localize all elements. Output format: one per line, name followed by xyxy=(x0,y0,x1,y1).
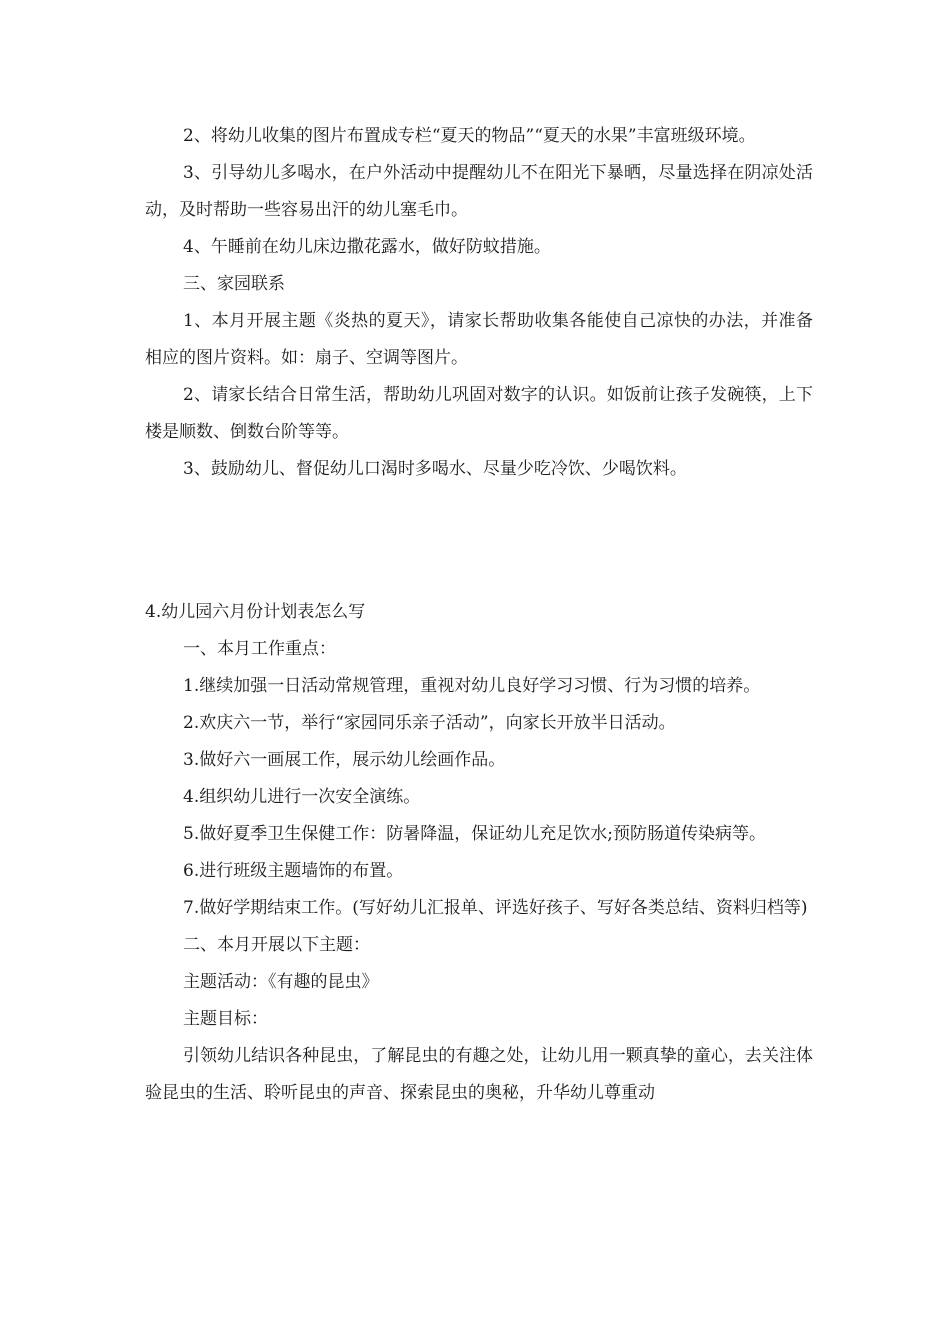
list-item: 2.欢庆六一节，举行“家园同乐亲子活动”，向家长开放半日活动。 xyxy=(183,713,676,733)
list-item: 6.进行班级主题墙饰的布置。 xyxy=(183,861,404,881)
paragraph: 4、午睡前在幼儿床边撒花露水，做好防蚊措施。 xyxy=(183,237,551,257)
section-top xyxy=(145,118,813,488)
list-item: 5.做好夏季卫生保健工作：防暑降温，保证幼儿充足饮水;预防肠道传染病等。 xyxy=(183,824,766,844)
section-heading: 一、本月工作重点： xyxy=(183,639,336,659)
section-heading: 二、本月开展以下主题： xyxy=(183,935,370,955)
list-item: 4.组织幼儿进行一次安全演练。 xyxy=(183,787,421,807)
theme-goal-label: 主题目标： xyxy=(183,1009,268,1029)
paragraph: 1、本月开展主题《炎热的夏天》，请家长帮助收集各能使自己凉快的办法，并准备相应的图片资料。如：扇子、空调等图片。 xyxy=(145,311,813,368)
paragraph: 2、将幼儿收集的图片布置成专栏“夏天的物品”“夏天的水果”丰富班级环境。 xyxy=(183,126,756,146)
theme-activity: 主题活动：《有趣的昆虫》 xyxy=(183,972,379,992)
section-heading: 三、家园联系 xyxy=(183,274,285,294)
paragraph: 3、引导幼儿多喝水，在户外活动中提醒幼儿不在阳光下暴晒，尽量选择在阴凉处活动，及时帮助一些容易出汗的幼儿塞毛巾。 xyxy=(145,163,813,220)
document-heading: 4.幼儿园六月份计划表怎么写 xyxy=(145,602,366,622)
list-item: 7.做好学期结束工作。(写好幼儿汇报单、评选好孩子、写好各类总结、资料归档等) xyxy=(183,898,808,918)
section-bottom xyxy=(145,594,813,1112)
list-item: 1.继续加强一日活动常规管理，重视对幼儿良好学习习惯、行为习惯的培养。 xyxy=(183,676,761,696)
paragraph: 引领幼儿结识各种昆虫，了解昆虫的有趣之处，让幼儿用一颗真挚的童心，去关注体验昆虫的生活、聆听昆虫的声音、探索昆虫的奥秘，升华幼儿尊重动 xyxy=(145,1046,813,1103)
paragraph: 3、鼓励幼儿、督促幼儿口渴时多喝水、尽量少吃冷饮、少喝饮料。 xyxy=(183,459,687,479)
list-item: 3.做好六一画展工作，展示幼儿绘画作品。 xyxy=(183,750,506,770)
paragraph: 2、请家长结合日常生活，帮助幼儿巩固对数字的认识。如饭前让孩子发碗筷，上下楼是顺数、倒数台阶等等。 xyxy=(145,385,813,442)
